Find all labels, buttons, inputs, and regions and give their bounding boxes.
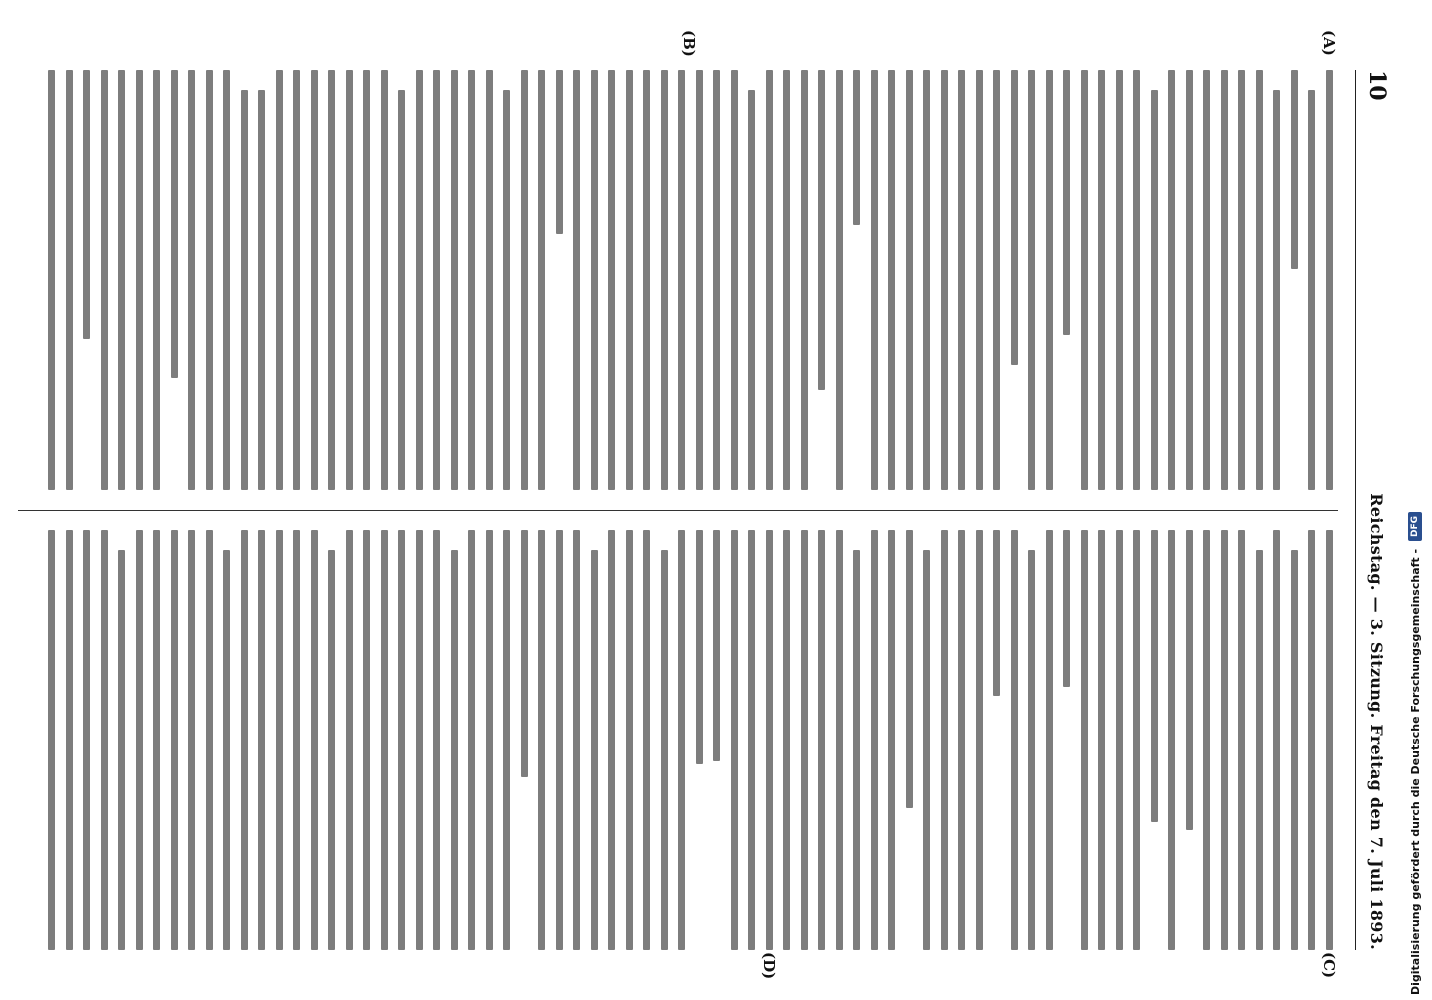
text-line	[959, 70, 966, 490]
text-line	[451, 550, 458, 950]
text-line	[224, 70, 231, 490]
text-line	[959, 530, 966, 950]
digitization-notice: Digitalisierung gefördert durch die Deutsche Forschungsgemeinschaft -	[1408, 548, 1422, 995]
text-line	[1151, 90, 1158, 490]
text-line	[504, 90, 511, 490]
text-line	[941, 70, 948, 490]
text-line	[434, 70, 441, 490]
text-line	[329, 550, 336, 950]
text-line	[539, 70, 546, 490]
text-line	[976, 70, 983, 490]
text-line	[206, 70, 213, 490]
text-line	[1291, 550, 1298, 950]
digitization-footer	[1402, 5, 1428, 995]
margin-marker-d: (D)	[760, 952, 778, 980]
text-line	[906, 70, 913, 490]
text-line	[259, 530, 266, 950]
text-line	[1011, 70, 1018, 365]
text-line	[224, 550, 231, 950]
text-line	[1099, 530, 1106, 950]
text-line	[469, 530, 476, 950]
text-line	[311, 70, 318, 490]
text-line	[416, 70, 423, 490]
text-line	[819, 530, 826, 950]
text-line	[1046, 530, 1053, 950]
text-line	[486, 530, 493, 950]
column-divider	[18, 510, 1338, 511]
text-line	[994, 70, 1001, 490]
text-line	[679, 530, 686, 950]
text-line	[1099, 70, 1106, 490]
text-line	[399, 90, 406, 490]
text-line	[871, 70, 878, 490]
text-line	[1011, 530, 1018, 950]
text-line	[731, 530, 738, 950]
text-line	[154, 530, 161, 950]
text-line	[136, 530, 143, 950]
text-line	[399, 530, 406, 950]
text-line	[1081, 70, 1088, 490]
text-line	[1309, 90, 1316, 490]
text-line	[1046, 70, 1053, 490]
text-line	[854, 550, 861, 950]
text-line	[819, 70, 826, 390]
document-page	[0, 20, 1418, 980]
text-line	[766, 530, 773, 950]
margin-marker-a: (A)	[1320, 30, 1338, 56]
text-line	[976, 530, 983, 950]
text-line	[1081, 530, 1088, 950]
text-line	[661, 70, 668, 490]
header-rule	[1355, 70, 1356, 950]
text-line	[539, 530, 546, 950]
text-line	[749, 90, 756, 490]
text-line	[49, 70, 56, 490]
text-line	[1116, 530, 1123, 950]
text-line	[556, 530, 563, 950]
text-line	[609, 530, 616, 950]
text-line	[521, 70, 528, 490]
page-header	[1358, 70, 1390, 950]
text-line	[171, 530, 178, 950]
text-line	[189, 530, 196, 950]
text-line	[609, 70, 616, 490]
text-line	[171, 70, 178, 378]
text-line	[119, 550, 126, 950]
text-line	[101, 70, 108, 490]
text-line	[346, 70, 353, 490]
margin-marker-b: (B)	[680, 30, 698, 57]
dfg-logo: DFG	[1408, 512, 1422, 541]
text-line	[329, 70, 336, 490]
text-line	[241, 530, 248, 950]
text-line	[1169, 70, 1176, 490]
text-line	[626, 70, 633, 490]
text-line	[836, 530, 843, 950]
text-line	[924, 70, 931, 490]
text-line	[626, 530, 633, 950]
text-line	[1169, 530, 1176, 950]
text-line	[1186, 530, 1193, 830]
text-line	[1309, 530, 1316, 950]
text-line	[574, 530, 581, 950]
text-line	[486, 70, 493, 490]
text-line	[1274, 530, 1281, 950]
text-line	[749, 530, 756, 950]
text-line	[644, 530, 651, 950]
text-line	[1029, 70, 1036, 490]
text-line	[49, 530, 56, 950]
text-line	[101, 530, 108, 950]
text-line	[696, 70, 703, 490]
text-line	[784, 530, 791, 950]
text-line	[661, 550, 668, 950]
text-line	[469, 70, 476, 490]
text-line	[381, 530, 388, 950]
text-line	[889, 70, 896, 490]
text-line	[1221, 530, 1228, 950]
text-line	[1134, 70, 1141, 490]
text-line	[66, 70, 73, 490]
text-line	[311, 530, 318, 950]
text-line	[574, 70, 581, 490]
text-line	[924, 550, 931, 950]
right-column	[18, 530, 1338, 950]
text-line	[591, 550, 598, 950]
text-line	[1029, 550, 1036, 950]
text-line	[854, 70, 861, 225]
text-line	[1064, 70, 1071, 335]
text-line	[136, 70, 143, 490]
text-line	[119, 70, 126, 490]
text-line	[801, 530, 808, 950]
text-line	[1326, 530, 1333, 950]
text-line	[836, 70, 843, 490]
text-line	[364, 70, 371, 490]
text-line	[276, 70, 283, 490]
text-line	[294, 70, 301, 490]
text-line	[504, 530, 511, 950]
text-line	[364, 530, 371, 950]
text-line	[1291, 70, 1298, 269]
text-line	[521, 530, 528, 777]
text-line	[206, 530, 213, 950]
text-line	[1116, 70, 1123, 490]
text-line	[679, 70, 686, 490]
text-line	[1239, 70, 1246, 490]
text-line	[714, 530, 721, 761]
text-line	[434, 530, 441, 950]
text-line	[941, 530, 948, 950]
text-line	[784, 70, 791, 490]
text-line	[801, 70, 808, 490]
text-line	[346, 530, 353, 950]
text-line	[241, 90, 248, 490]
left-column	[18, 70, 1338, 490]
text-line	[994, 530, 1001, 696]
text-line	[416, 530, 423, 950]
text-line	[189, 70, 196, 490]
text-line	[591, 70, 598, 490]
text-line	[906, 530, 913, 808]
text-line	[1204, 70, 1211, 490]
text-line	[84, 70, 91, 339]
text-line	[1186, 70, 1193, 490]
text-line	[871, 530, 878, 950]
text-line	[1326, 70, 1333, 490]
running-head: Reichstag. — 3. Sitzung. Freitag den 7. Juli 1893.	[1367, 493, 1386, 950]
text-line	[1204, 530, 1211, 950]
text-line	[1064, 530, 1071, 687]
text-line	[1151, 530, 1158, 822]
text-line	[766, 70, 773, 490]
text-line	[84, 530, 91, 950]
text-line	[1256, 70, 1263, 490]
text-line	[66, 530, 73, 950]
text-line	[1239, 530, 1246, 950]
text-line	[1134, 530, 1141, 950]
text-line	[381, 70, 388, 490]
text-line	[714, 70, 721, 490]
margin-marker-c: (C)	[1320, 952, 1338, 979]
text-line	[1221, 70, 1228, 490]
text-line	[696, 530, 703, 764]
text-line	[1274, 90, 1281, 490]
text-line	[889, 530, 896, 950]
text-line	[276, 530, 283, 950]
text-line	[451, 70, 458, 490]
page-number: 10	[1364, 70, 1390, 101]
text-line	[259, 90, 266, 490]
text-line	[731, 70, 738, 490]
text-line	[644, 70, 651, 490]
text-line	[1256, 550, 1263, 950]
text-line	[154, 70, 161, 490]
text-line	[294, 530, 301, 950]
text-line	[556, 70, 563, 234]
